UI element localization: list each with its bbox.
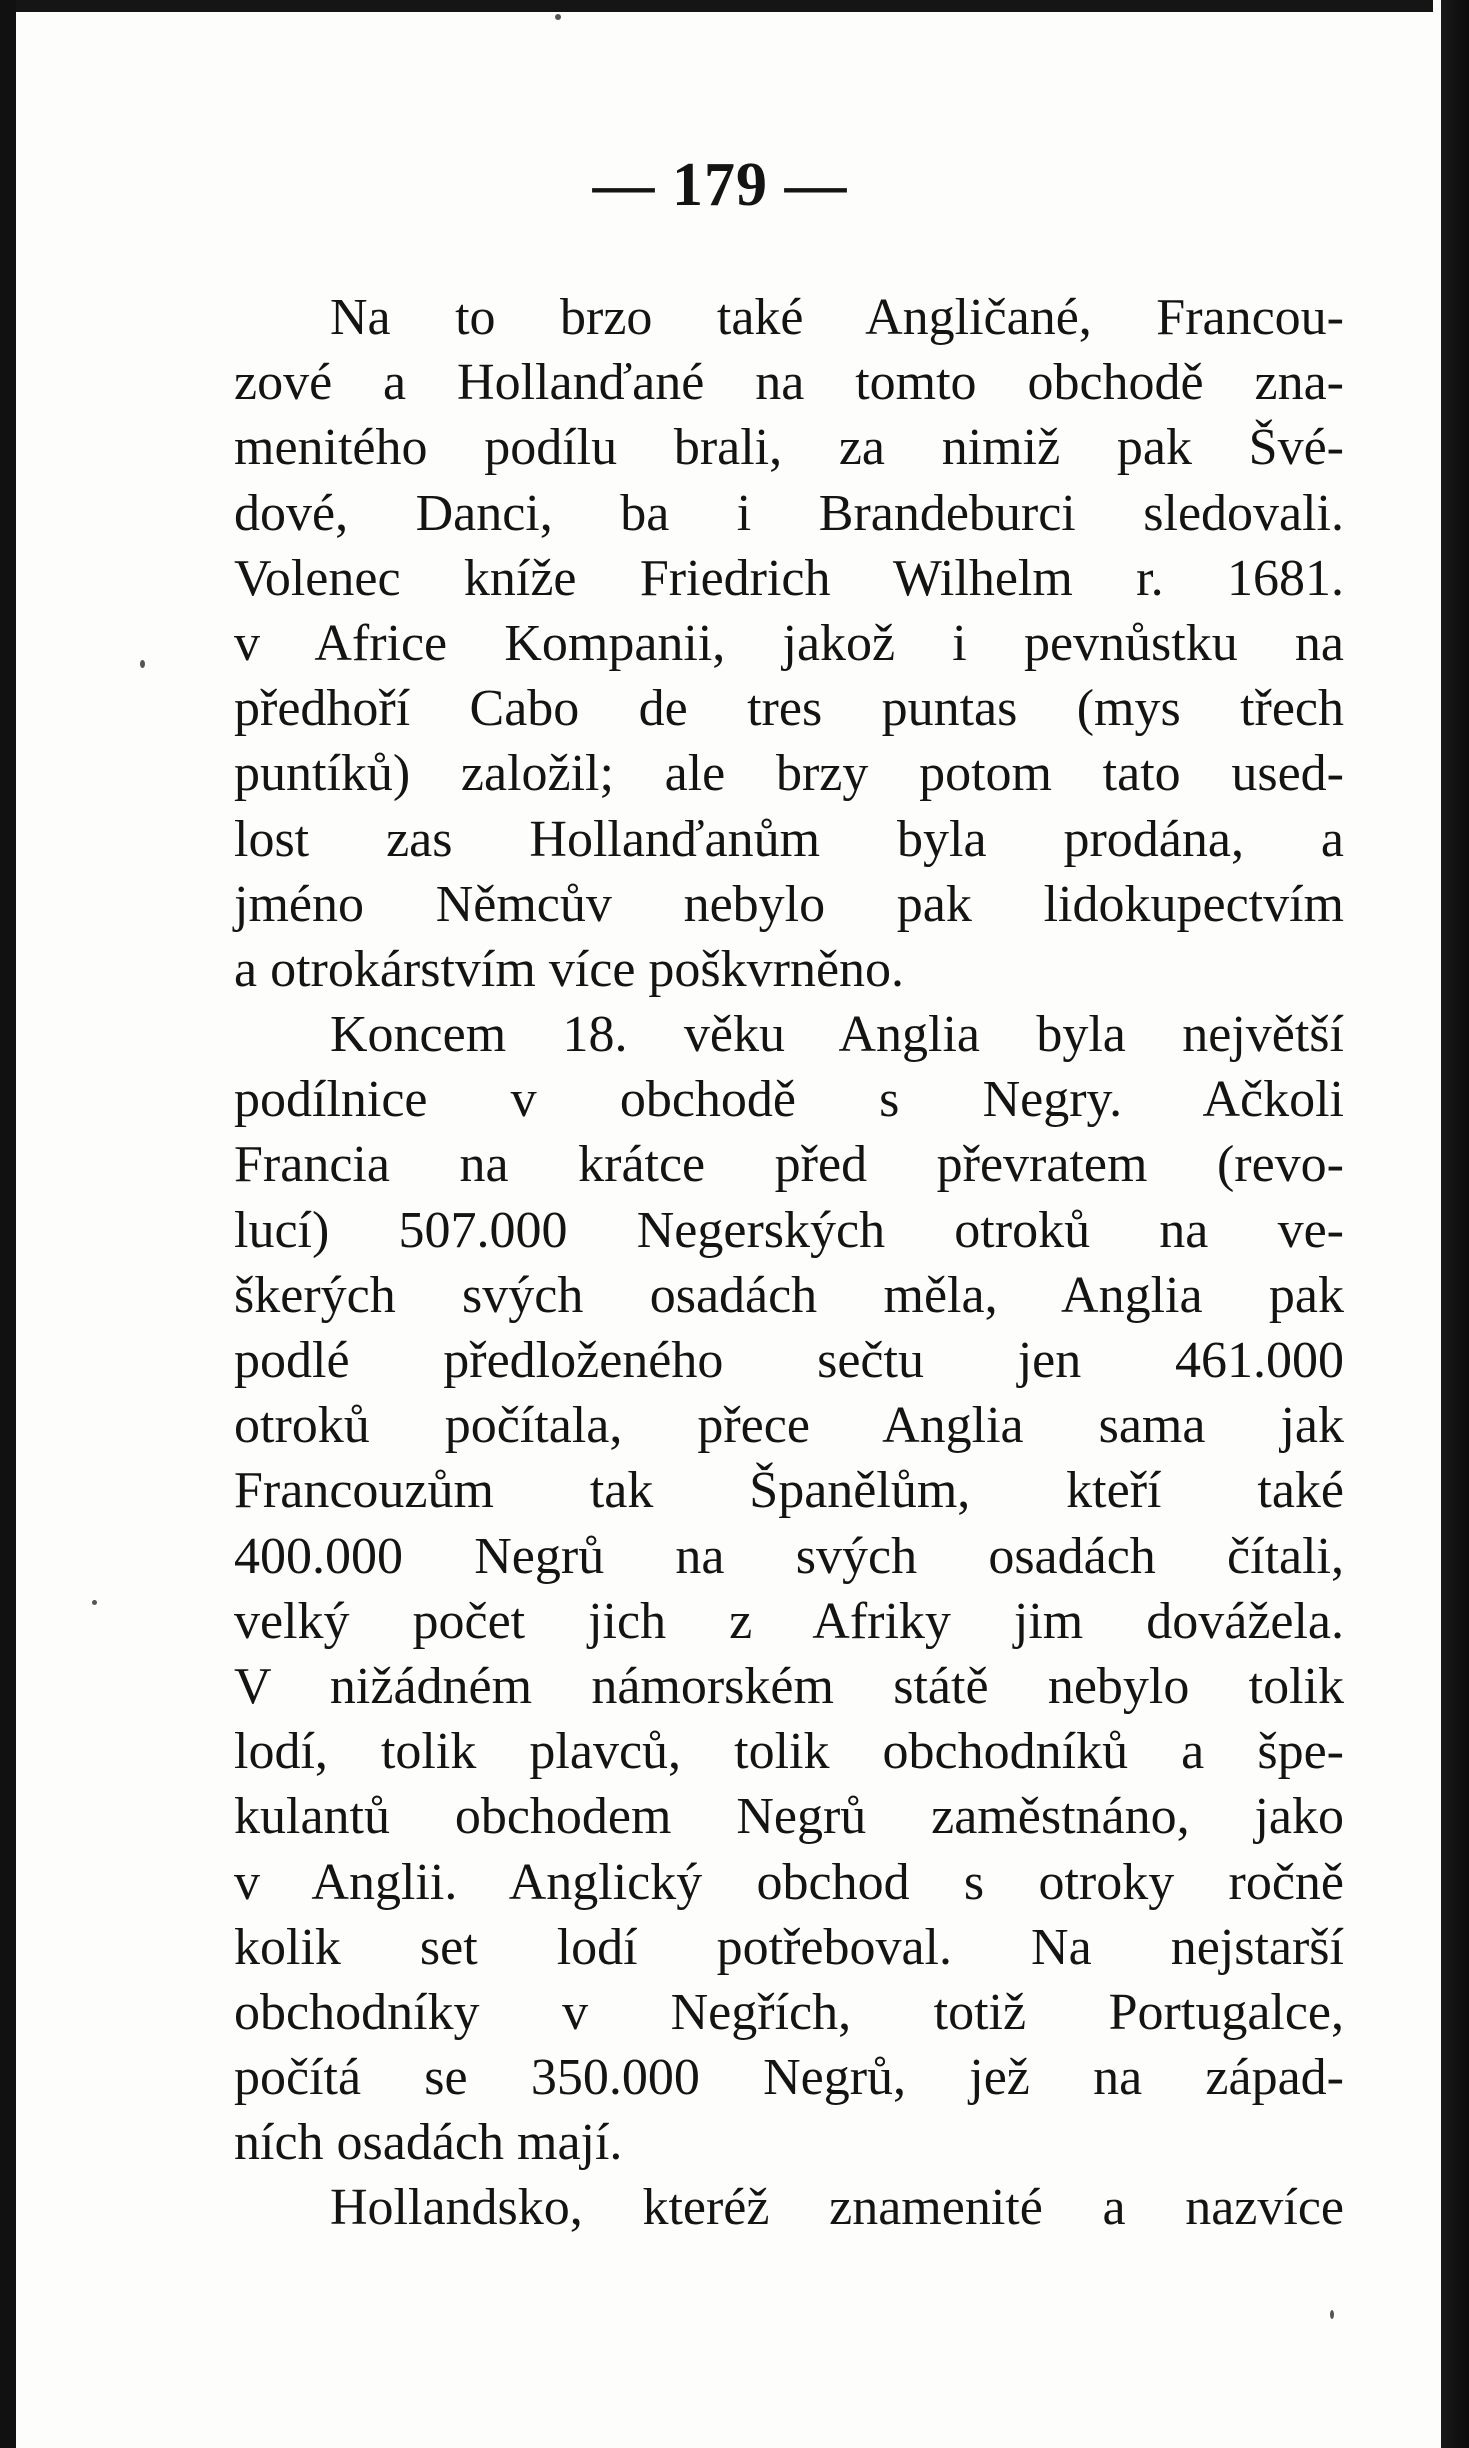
text-line: v Africe Kompanii, jakož i pevnůstku na (234, 614, 1344, 672)
text-line: menitého podílu brali, za nimiž pak Švé- (234, 419, 1344, 477)
ink-speck (1330, 2310, 1334, 2319)
page-number: — 179 — (592, 151, 848, 219)
text-line: jméno Němcův nebylo pak lidokupectvím (234, 875, 1344, 933)
text-line: kulantů obchodem Negrů zaměstnáno, jako (234, 1788, 1344, 1846)
text-line: V nižádném námorském státě nebylo tolik (234, 1657, 1344, 1715)
text-line: počítá se 350.000 Negrů, jež na západ- (234, 2049, 1344, 2107)
text-line: Koncem 18. věku Anglia byla největší (330, 1006, 1344, 1064)
text-line: v Anglii. Anglický obchod s otroky ročně (234, 1853, 1344, 1911)
text-line: lodí, tolik plavců, tolik obchodníků a špe- (234, 1723, 1344, 1781)
text-line: předhoří Cabo de tres puntas (mys třech (234, 680, 1344, 738)
text-line: kolik set lodí potřeboval. Na nejstarší (234, 1918, 1344, 1976)
text-line: 400.000 Negrů na svých osadách čítali, (234, 1527, 1344, 1585)
text-line: Francia na krátce před převratem (revo- (234, 1136, 1344, 1194)
text-line: a otrokárstvím více poškvrněno. (234, 940, 905, 998)
ink-speck (140, 660, 145, 668)
text-line: otroků počítala, přece Anglia sama jak (234, 1397, 1344, 1455)
text-line: obchodníky v Negřích, totiž Portugalce, (234, 1983, 1344, 2041)
ink-speck (92, 1600, 97, 1605)
ink-speck (555, 14, 561, 20)
scan-edge-top (0, 0, 1469, 12)
text-line: Na to brzo také Angličané, Francou- (330, 289, 1344, 346)
text-line: velký počet jich z Afriky jim dovážela. (234, 1592, 1344, 1650)
text-line: Francouzům tak Španělům, kteří také (234, 1462, 1344, 1520)
text-line: podílnice v obchodě s Negry. Ačkoli (234, 1071, 1344, 1129)
text-line: dové, Danci, ba i Brandeburci sledovali. (234, 484, 1344, 542)
text-line: puntíků) založil; ale brzy potom tato used- (234, 745, 1344, 803)
text-line: škerých svých osadách měla, Anglia pak (234, 1266, 1344, 1324)
scan-edge-right (1433, 0, 1469, 2448)
text-line: zové a Hollanďané na tomto obchodě zna- (234, 354, 1344, 412)
text-line: podlé předloženého sečtu jen 461.000 (234, 1332, 1344, 1389)
body-text (234, 285, 1344, 2241)
text-line: lost zas Hollanďanům byla prodána, a (234, 810, 1344, 868)
scan-edge-left (0, 0, 16, 2448)
text-line: Volenec kníže Friedrich Wilhelm r. 1681. (234, 549, 1344, 607)
text-line: lucí) 507.000 Negerských otroků na ve- (234, 1201, 1344, 1259)
text-line: Hollandsko, kteréž znamenité a nazvíce (330, 2179, 1344, 2237)
text-line: ních osadách mají. (234, 2114, 623, 2172)
